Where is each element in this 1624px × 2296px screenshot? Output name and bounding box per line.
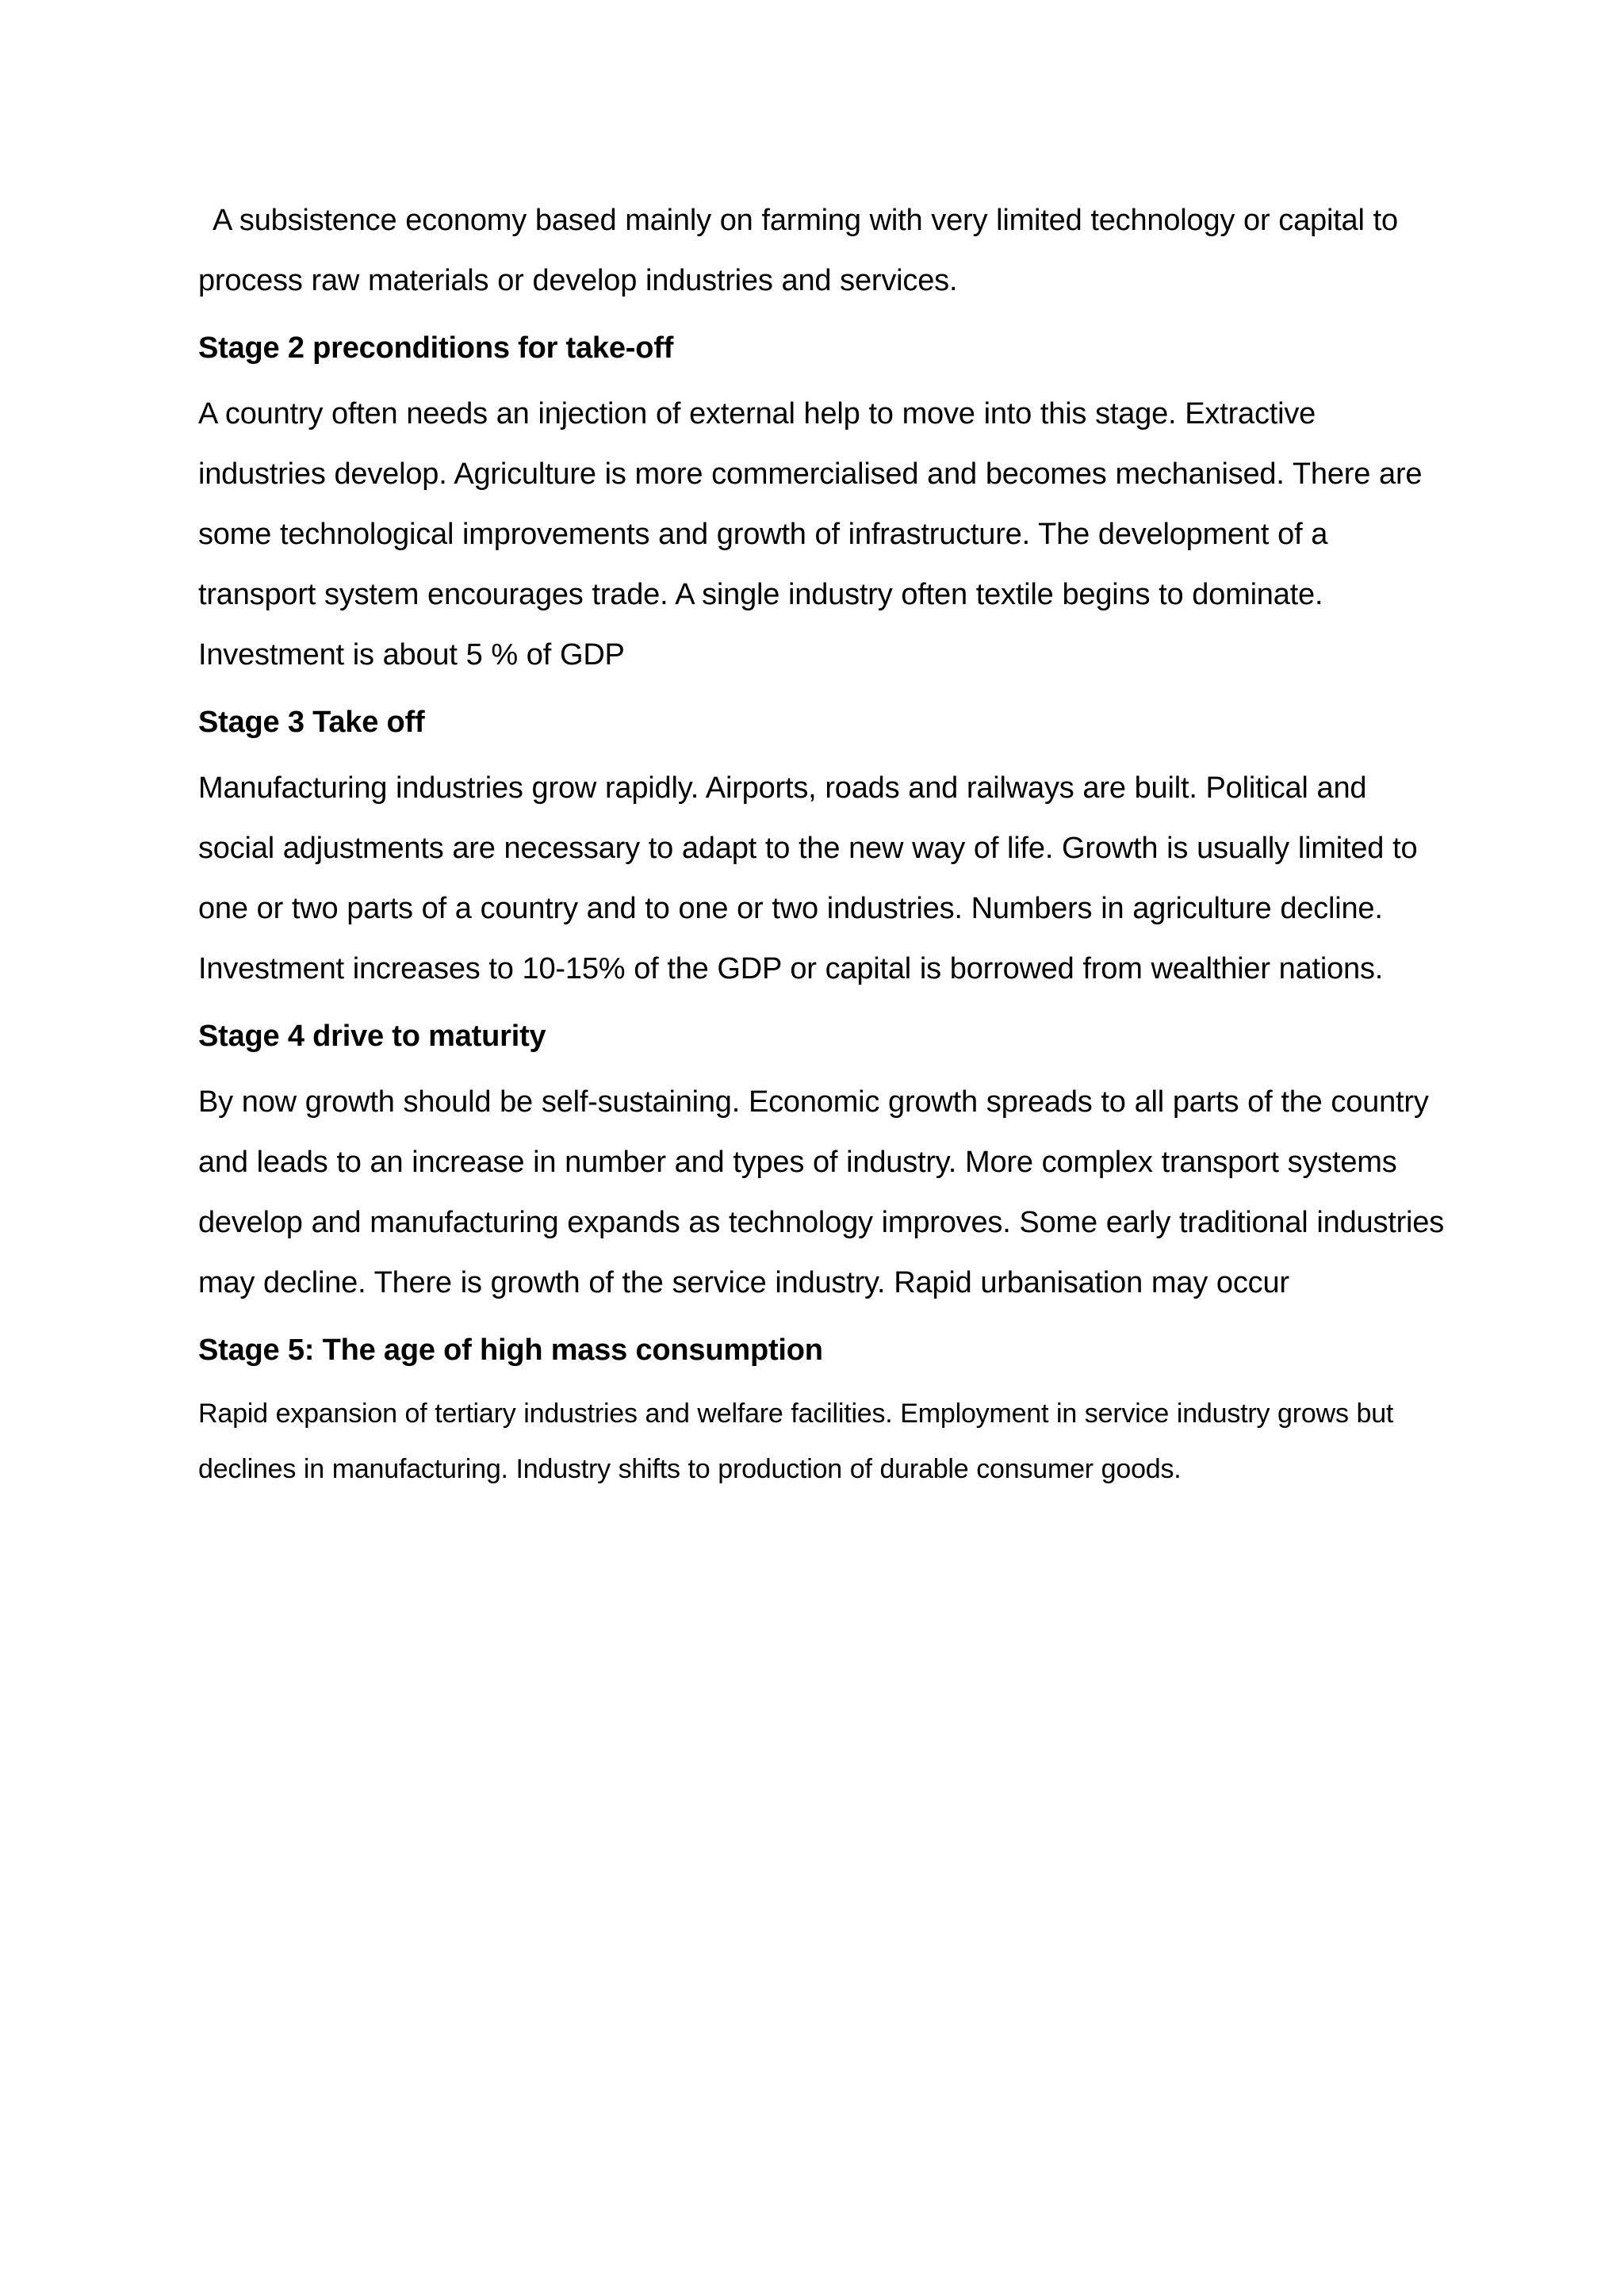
stage-3-paragraph: Manufacturing industries grow rapidly. Airports, roads and railways are built. Political and social adjustments are necessary to adapt to the new way of life. Growth is usually limited to one or two parts of a country and to one or two industries. Numbers in agriculture decline. Investment increases to 10-15% of the GDP or capital is borrowed from wealthier nations. <box>198 771 1418 985</box>
stage-2-paragraph: A country often needs an injection of external help to move into this stage. Extractive industries develop. Agriculture is more commercialised and becomes mechanised. There are some technological improvements and growth of infrastructure. The development of a transport system encourages trade. A single industry often textile begins to dominate. Investment is about 5 % of GDP <box>198 397 1423 672</box>
stage-4-paragraph: By now growth should be self-sustaining. Economic growth spreads to all parts of the country and leads to an increase in number and types of industry. More complex transport systems develop and manufacturing expands as technology improves. Some early traditional industries may decline. There is growth of the service industry. Rapid urbanisation may occur <box>198 1085 1445 1299</box>
stage-3-heading: Stage 3 Take off <box>198 706 425 739</box>
intro-paragraph: A subsistence economy based mainly on farming with very limited technology or capital to process raw materials or develop industries and services. <box>198 204 1398 297</box>
stage-5-heading: Stage 5: The age of high mass consumption <box>198 1334 823 1367</box>
stage-5-paragraph: Rapid expansion of tertiary industries and welfare facilities. Employment in service industry grows but declines in manufacturing. Industry shifts to production of durable consumer goods. <box>198 1399 1394 1484</box>
stage-4-heading: Stage 4 drive to maturity <box>198 1020 546 1053</box>
stage-2-heading: Stage 2 preconditions for take-off <box>198 331 674 365</box>
document-page <box>198 190 1451 1497</box>
